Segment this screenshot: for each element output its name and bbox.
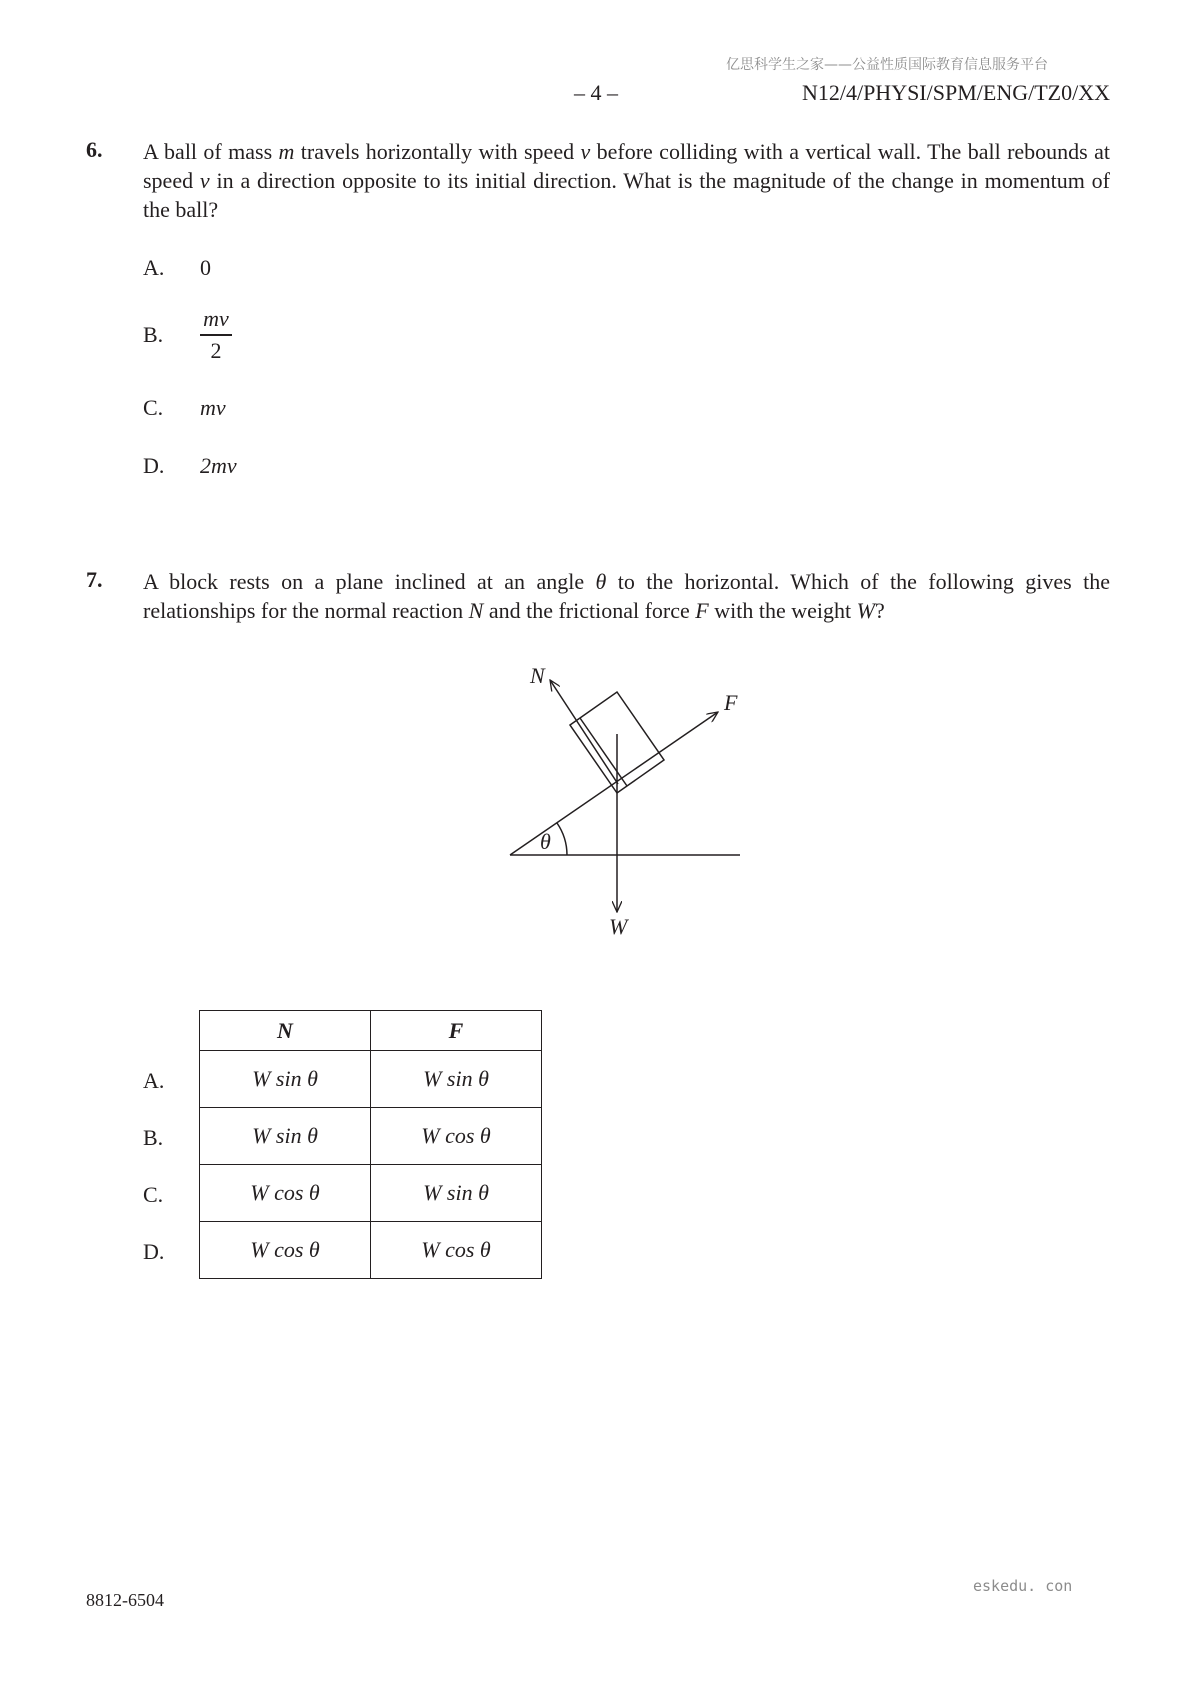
table-cell-n: W cos θ [200, 1165, 371, 1222]
table-header-row [200, 1011, 542, 1051]
table-header-n: N [200, 1011, 371, 1051]
q6-option-c-letter: C. [143, 395, 164, 420]
q7-row-c-letter: C. [143, 1182, 164, 1207]
table-cell-f: W cos θ [371, 1222, 542, 1279]
q6-option-a-value: 0 [200, 255, 211, 280]
table-cell-n: W cos θ [200, 1222, 371, 1279]
table-cell-n: W sin θ [200, 1108, 371, 1165]
q6-option-c-value: mv [200, 395, 226, 420]
question-7-text: A block rests on a plane inclined at an angle θ to the horizontal. Which of the following gives the relationships for the normal reaction N and the frictional force F with the weight W? [143, 569, 1110, 623]
normal-reaction-arrow [550, 680, 618, 784]
footer-watermark: eskedu. con [973, 1577, 1073, 1595]
q6-option-a-letter: A. [143, 255, 165, 280]
question-6-number: 6. [86, 137, 103, 162]
label-angle: θ [540, 829, 551, 854]
label-weight: W [609, 914, 628, 939]
table-row [200, 1222, 542, 1279]
label-friction: F [724, 690, 738, 715]
table-row [200, 1108, 542, 1165]
question-7-number: 7. [86, 567, 103, 592]
q6-option-b-letter: B. [143, 322, 164, 347]
table-header-f: F [371, 1011, 542, 1051]
block-inner-edge [580, 718, 627, 786]
table-row [200, 1165, 542, 1222]
q7-row-d-letter: D. [143, 1239, 165, 1264]
table-row [200, 1051, 542, 1108]
page-number: – 4 – [574, 80, 618, 105]
table-cell-f: W sin θ [371, 1165, 542, 1222]
paper-code: N12/4/PHYSI/SPM/ENG/TZ0/XX [801, 80, 1110, 105]
question-6-text: A ball of mass m travels horizontally with speed v before colliding with a vertical wall. The ball rebounds at speed v in a direction opposite to its initial direction. What is the magnitude of the change in momentum of the ball? [143, 139, 1110, 222]
table-cell-f: W sin θ [371, 1051, 542, 1108]
q6-option-d-letter: D. [143, 453, 165, 478]
footer-code: 8812-6504 [86, 1590, 164, 1610]
table-cell-n: W sin θ [200, 1051, 371, 1108]
q7-row-b-letter: B. [143, 1125, 164, 1150]
header-watermark: 亿思科学生之家——公益性质国际教育信息服务平台 [726, 57, 1048, 73]
fraction-numerator: mv [203, 306, 229, 331]
fraction-denominator: 2 [210, 337, 222, 363]
angle-arc [557, 823, 567, 855]
table-cell-f: W cos θ [371, 1108, 542, 1165]
label-normal: N [530, 663, 545, 688]
q7-answer-table [199, 1010, 542, 1279]
q7-row-a-letter: A. [143, 1068, 165, 1093]
q6-option-d-value: 2mv [200, 453, 237, 478]
